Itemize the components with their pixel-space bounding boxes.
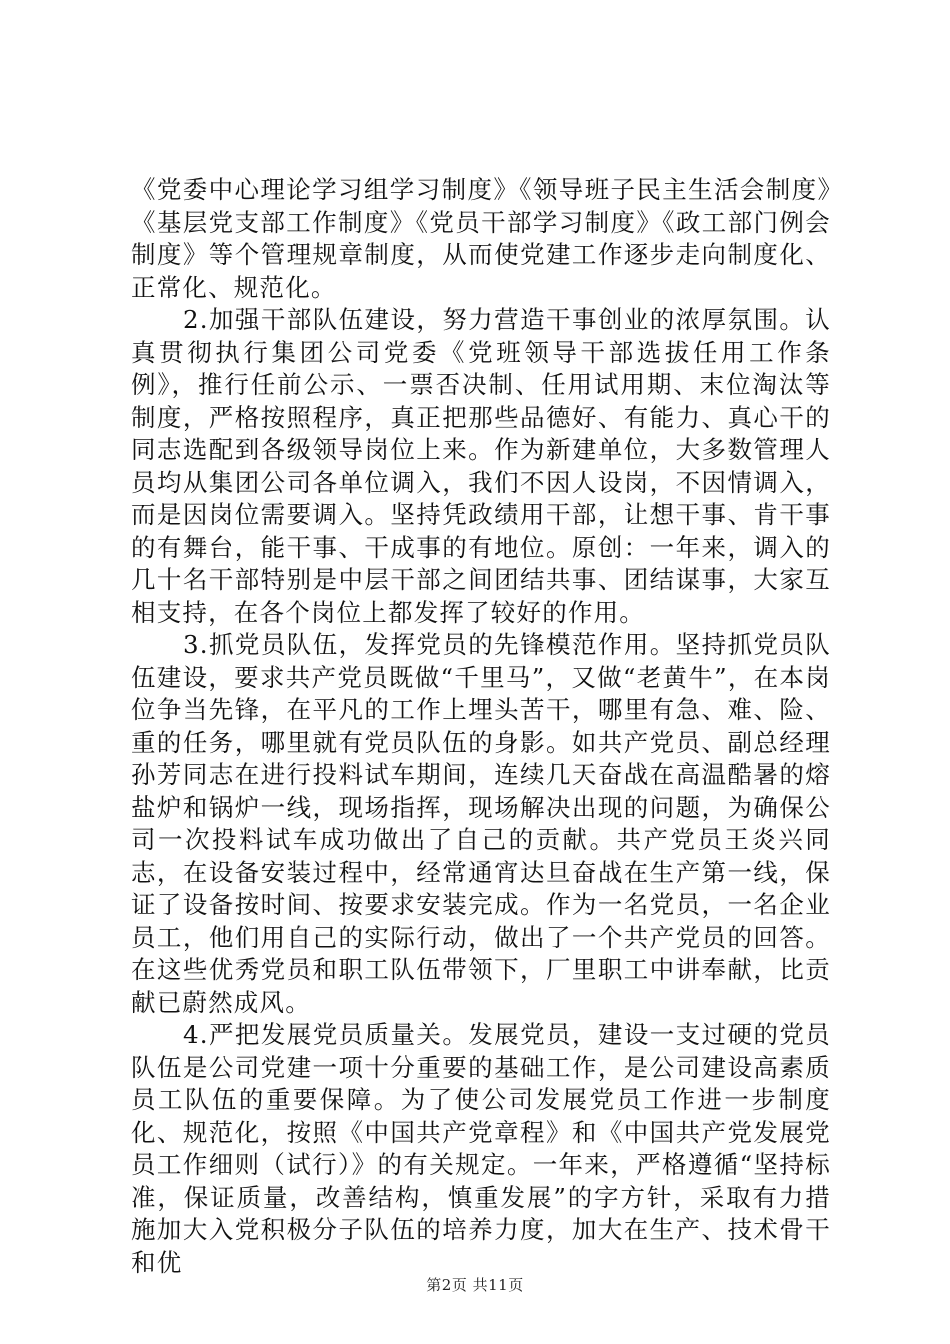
paragraph-3: 3.抓党员队伍，发挥党员的先锋模范作用。坚持抓党员队伍建设，要求共产党员既做“千里马”，又做“老黄牛”，在本岗位争当先锋，在平凡的工作上埋头苦干，哪里有急、难、险、重的任务，哪里就有党员队伍的身影。如共产党员、副总经理孙芳同志在进行投料试车期间，连续几天奋战在高温酷暑的熔盐炉和锅炉一线，现场指挥，现场解决出现的问题，为确保公司一次投料试车成功做出了自己的贡献。共产党员王炎兴同志，在设备安装过程中，经常通宵达旦奋战在生产第一线，保证了设备按时间、按要求安装完成。作为一名党员，一名企业员工，他们用自己的实际行动，做出了一个共产党员的回答。在这些优秀党员和职工队伍带领下，厂里职工中讲奉献，比贡献已蔚然成风。 [131, 630, 831, 1017]
document-body [131, 174, 831, 1279]
paragraph-1: 《党委中心理论学习组学习制度》《领导班子民主生活会制度》《基层党支部工作制度》《党员干部学习制度》《政工部门例会制度》等个管理规章制度，从而使党建工作逐步走向制度化、正常化、规范化。 [131, 175, 831, 302]
paragraph-4: 4.严把发展党员质量关。发展党员，建设一支过硬的党员队伍是公司党建一项十分重要的基础工作，是公司建设高素质员工队伍的重要保障。为了使公司发展党员工作进一步制度化、规范化，按照《中国共产党章程》和《中国共产党发展党员工作细则（试行）》的有关规定。一年来，严格遵循“坚持标准，保证质量，改善结构，慎重发展”的字方针，采取有力措施加大入党积极分子队伍的培养力度，加大在生产、技术骨干和优 [131, 1020, 831, 1277]
page-number-footer: 第2页 共11页 [426, 1276, 524, 1294]
paragraph-2: 2.加强干部队伍建设，努力营造干事创业的浓厚氛围。认真贯彻执行集团公司党委《党班领导干部选拔任用工作条例》，推行任前公示、一票否决制、任用试用期、末位淘汰等制度，严格按照程序，真正把那些品德好、有能力、真心干的同志选配到各级领导岗位上来。作为新建单位，大多数管理人员均从集团公司各单位调入，我们不因人设岗，不因情调入，而是因岗位需要调入。坚持凭政绩用干部，让想干事、肯干事的有舞台，能干事、干成事的有地位。原创：一年来，调入的几十名干部特别是中层干部之间团结共事、团结谋事，大家互相支持，在各个岗位上都发挥了较好的作用。 [131, 305, 831, 627]
